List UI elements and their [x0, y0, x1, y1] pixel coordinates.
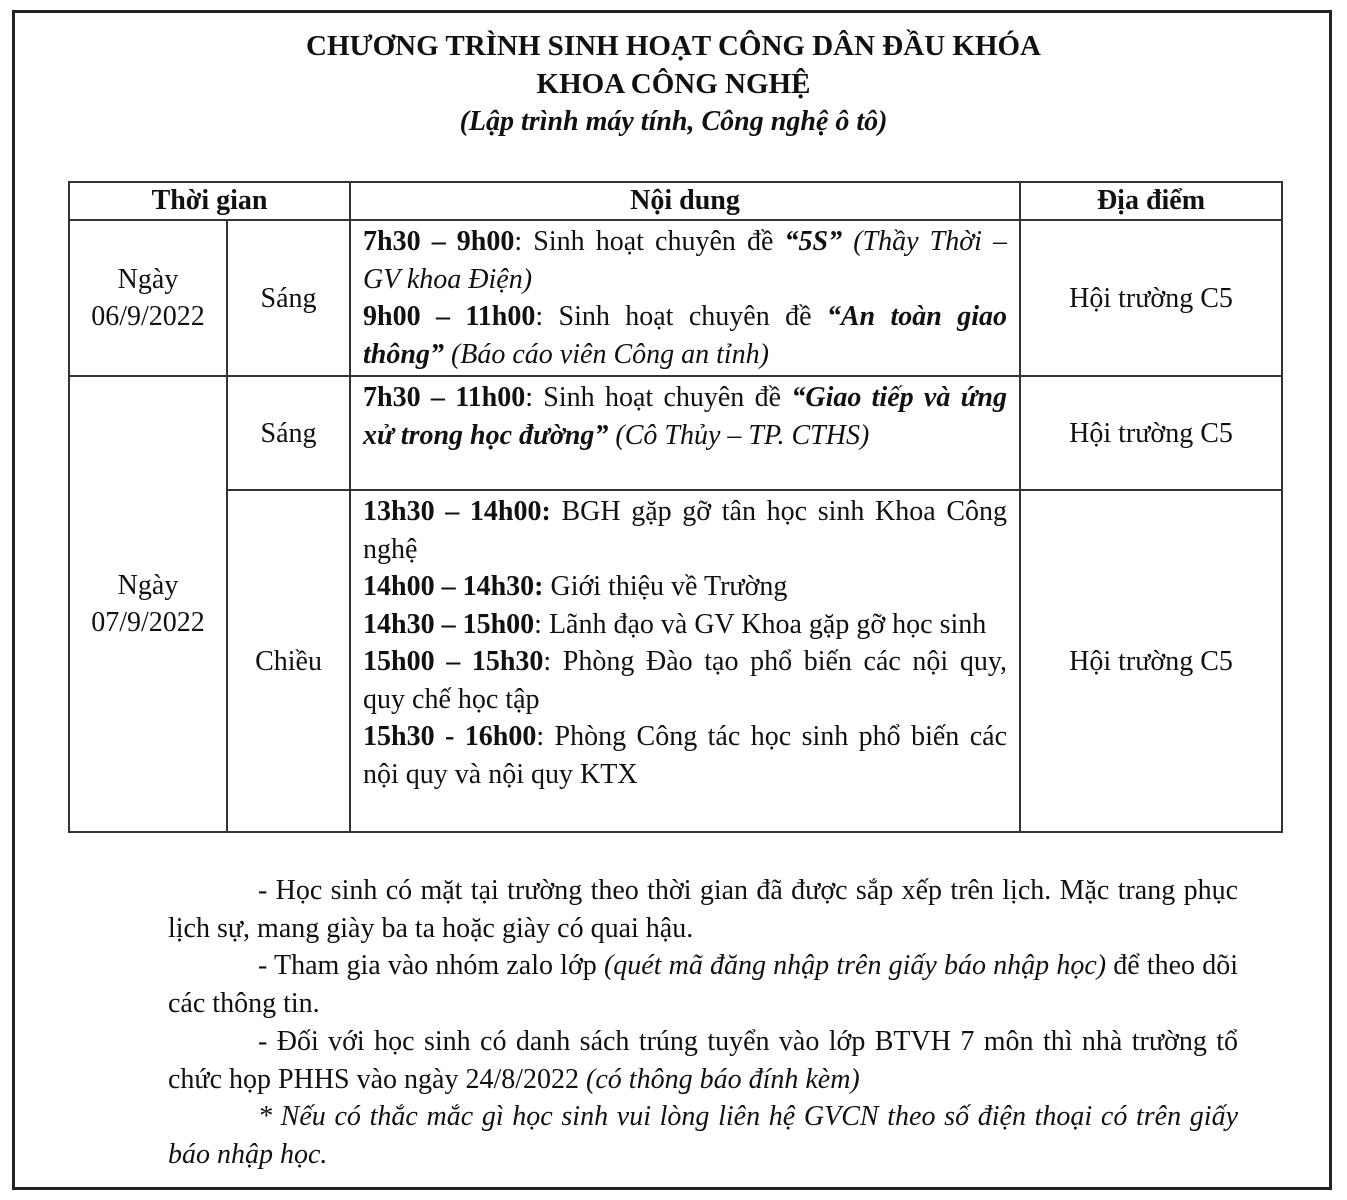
- note-italic: (có thông báo đính kèm): [586, 1063, 860, 1095]
- programs-subtitle: (Lập trình máy tính, Công nghệ ô tô): [459, 106, 888, 137]
- item-time: 13h30 – 14h00:: [363, 496, 551, 527]
- table-row: [69, 376, 1282, 490]
- schedule-table: [68, 181, 1283, 833]
- schedule-item: [363, 493, 1007, 568]
- item-time: 14h30 – 15h00: [363, 608, 535, 640]
- item-topic: “5S”: [784, 226, 843, 257]
- note-zalo: [168, 947, 1238, 1022]
- location-cell: Hội trường C5: [1020, 376, 1282, 490]
- date-label: Ngày: [117, 264, 179, 295]
- note-italic: (quét mã đăng nhập trên giấy báo nhập học): [603, 950, 1107, 982]
- schedule-item: [363, 223, 1007, 298]
- note-text: - Tham gia vào nhóm zalo lớp: [258, 950, 604, 982]
- item-note: (Báo cáo viên Công an tỉnh): [443, 338, 770, 370]
- date-label: Ngày: [117, 570, 179, 601]
- item-time: 15h30 - 16h00: [363, 721, 537, 752]
- content-cell: [350, 376, 1020, 490]
- item-note: (Thầy Thời – GV khoa Điện): [363, 226, 1008, 295]
- schedule-item: [363, 718, 1007, 793]
- item-text: BGH gặp gỡ tân học sinh Khoa Công nghệ: [363, 496, 1008, 565]
- note-btvh: [168, 1023, 1238, 1098]
- content-cell: [350, 490, 1020, 832]
- item-time: 7h30 – 11h00: [363, 382, 526, 413]
- item-text: : Phòng Đào tạo phổ biến các nội quy, quy chế học tập: [363, 646, 1008, 715]
- item-time: 9h00 – 11h00: [363, 301, 536, 332]
- note-text: để theo dõi các thông tin.: [168, 950, 1239, 1020]
- note-text: - Đối với học sinh có danh sách trúng tuyển vào lớp BTVH 7 môn thì nhà trường tổ chức họp PHHS vào ngày 24/8/2022: [168, 1025, 1238, 1095]
- item-text: : Sinh hoạt chuyên đề: [525, 382, 792, 413]
- session-cell: Sáng: [227, 376, 350, 490]
- notes-section: [168, 872, 1238, 1174]
- schedule-item: [363, 606, 1007, 644]
- item-text: : Sinh hoạt chuyên đề: [535, 301, 827, 332]
- item-note: (Cô Thủy – TP. CTHS): [608, 419, 870, 451]
- date-cell: [69, 220, 227, 376]
- date-cell: [69, 376, 227, 832]
- note-contact: * Nếu có thắc mắc gì học sinh vui lòng liên hệ GVCN theo số điện thoại có trên giấy báo nhập học.: [168, 1101, 1238, 1170]
- header-time: Thời gian: [69, 182, 350, 220]
- item-text: : Phòng Công tác học sinh phổ biến các nội quy và nội quy KTX: [363, 721, 1008, 790]
- item-time: 14h00 – 14h30:: [363, 571, 544, 602]
- document-title: CHƯƠNG TRÌNH SINH HOẠT CÔNG DÂN ĐẦU KHÓA: [306, 30, 1041, 62]
- location-cell: Hội trường C5: [1020, 220, 1282, 376]
- location-cell: Hội trường C5: [1020, 490, 1282, 832]
- header-location: Địa điểm: [1020, 182, 1282, 220]
- note-attendance: - Học sinh có mặt tại trường theo thời gian đã được sắp xếp trên lịch. Mặc trang phục lịch sự, mang giày ba ta hoặc giày có quai hậu.: [168, 875, 1238, 944]
- date-value: 07/9/2022: [91, 607, 205, 638]
- faculty-title: KHOA CÔNG NGHỆ: [536, 68, 811, 100]
- date-value: 06/9/2022: [91, 301, 205, 332]
- session-cell: Sáng: [227, 220, 350, 376]
- schedule-item: [363, 643, 1007, 718]
- item-topic: “Giao tiếp và ứng xử trong học đường”: [363, 382, 1008, 451]
- item-time: 7h30 – 9h00: [363, 226, 515, 257]
- content-cell: [350, 220, 1020, 376]
- schedule-item: [363, 379, 1007, 454]
- table-row: [69, 490, 1282, 832]
- item-topic: “An toàn giao thông”: [363, 301, 1008, 370]
- table-row: [69, 220, 1282, 376]
- header-content: Nội dung: [350, 182, 1020, 220]
- item-time: 15h00 – 15h30: [363, 646, 544, 677]
- schedule-item: [363, 298, 1007, 373]
- schedule-item: [363, 568, 1007, 606]
- item-text: : Lãnh đạo và GV Khoa gặp gỡ học sinh: [534, 608, 987, 640]
- item-text: : Sinh hoạt chuyên đề: [514, 226, 785, 257]
- item-text: Giới thiệu về Trường: [543, 571, 788, 602]
- table-header-row: [69, 182, 1282, 220]
- session-cell: Chiều: [227, 490, 350, 832]
